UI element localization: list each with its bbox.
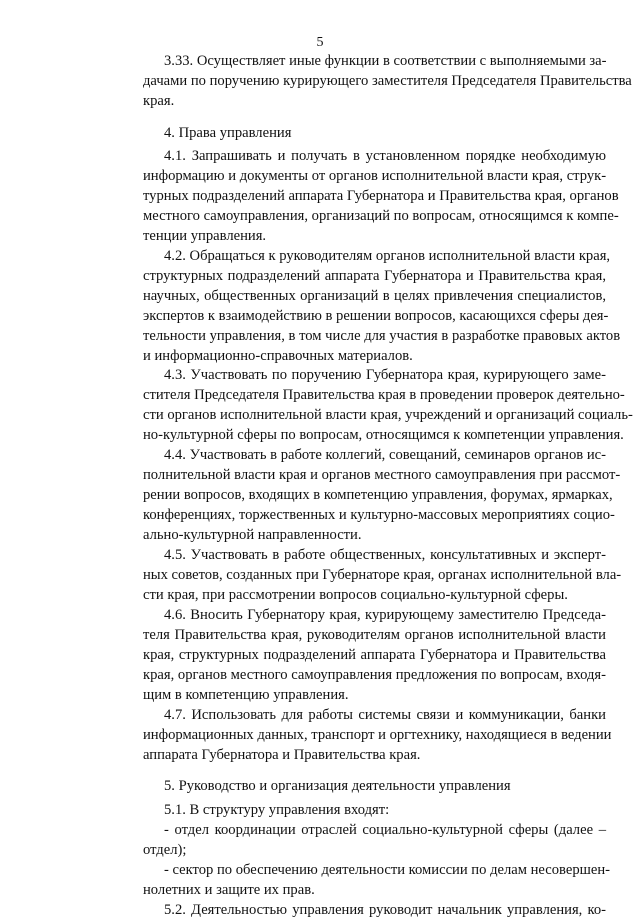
text-line: 4.6. Вносить Губернатору края, курирующему заместителю Председа- — [164, 607, 606, 623]
text-line: 4.3. Участвовать по поручению Губернатора края, курирующего заме- — [164, 367, 606, 383]
text-line: 4.7. Использовать для работы системы связи и коммуникации, банки — [164, 707, 606, 723]
text-line: турных подразделений аппарата Губернатора и Правительства края, органов — [143, 188, 619, 204]
text-line: щим в компетенцию управления. — [143, 687, 349, 703]
text-line: но-культурной сферы по вопросам, относящимся к компетенции управления. — [143, 427, 624, 443]
text-line: информационных данных, транспорт и оргтехнику, находящиеся в ведении — [143, 727, 612, 743]
text-line: тельности управления, в том числе для участия в разработке правовых актов — [143, 328, 621, 344]
text-line: ных советов, созданных при Губернаторе края, органах исполнительной вла- — [143, 567, 622, 583]
text-line: края, структурных подразделений аппарата Губернатора и Правительства — [143, 647, 606, 663]
text-line: теля Правительства края, руководителям органов исполнительной власти — [143, 627, 606, 643]
text-line: структурных подразделений аппарата Губернатора и Правительства края, — [143, 268, 606, 284]
text-line: отдел); — [143, 842, 187, 858]
text-line: экспертов к взаимодействию в решении вопросов, касающихся сферы дея- — [143, 308, 609, 324]
text-line: - сектор по обеспечению деятельности комиссии по делам несовершен- — [164, 862, 610, 878]
text-line: научных, общественных организаций в целях привлечения специалистов, — [143, 288, 606, 304]
text-line: 5. Руководство и организация деятельности управления — [164, 778, 511, 794]
text-line: информацию и документы от органов исполнительной власти края, струк- — [143, 168, 607, 184]
text-line: ально-культурной направленности. — [143, 527, 362, 543]
text-line: тенции управления. — [143, 228, 267, 244]
text-line: сти органов исполнительной власти края, учреждений и организаций социаль- — [143, 407, 633, 423]
text-line: аппарата Губернатора и Правительства края. — [143, 747, 421, 763]
text-line: сти края, при рассмотрении вопросов социально-культурной сферы. — [143, 587, 568, 603]
text-line: конференциях, торжественных и культурно-массовых мероприятиях социо- — [143, 507, 615, 523]
text-line: 5.1. В структуру управления входят: — [164, 802, 390, 818]
text-line: местного самоуправления, организаций по вопросам, относящимся к компе- — [143, 208, 619, 224]
text-line: рении вопросов, входящих в компетенцию управления, форумах, ярмарках, — [143, 487, 613, 503]
text-line: края, органов местного самоуправления предложения по вопросам, входя- — [143, 667, 606, 683]
text-line: - отдел координации отраслей социально-культурной сферы (далее – — [164, 822, 606, 838]
text-line: полнительной власти края и органов местного самоуправления при рассмот- — [143, 467, 621, 483]
text-line: и информационно-справочных материалов. — [143, 348, 413, 364]
text-line: 3.33. Осуществляет иные функции в соответствии с выполняемыми за- — [164, 53, 607, 69]
text-line: дачами по поручению курирующего заместителя Председателя Правительства — [143, 73, 632, 89]
text-line: 4.5. Участвовать в работе общественных, консультативных и эксперт- — [164, 547, 606, 563]
text-line: нолетних и защите их прав. — [143, 882, 315, 898]
text-line: 4.1. Запрашивать и получать в установленном порядке необходимую — [164, 148, 606, 164]
text-line: 4.2. Обращаться к руководителям органов исполнительной власти края, — [164, 248, 611, 264]
text-line: края. — [143, 93, 175, 109]
text-line: стителя Председателя Правительства края в проведении проверок деятельно- — [143, 387, 625, 403]
text-line: 4. Права управления — [164, 125, 292, 141]
page-number: 5 — [316, 35, 324, 50]
text-line: 5.2. Деятельностью управления руководит начальник управления, ко- — [164, 902, 606, 918]
text-line: 4.4. Участвовать в работе коллегий, совещаний, семинаров органов ис- — [164, 447, 606, 463]
